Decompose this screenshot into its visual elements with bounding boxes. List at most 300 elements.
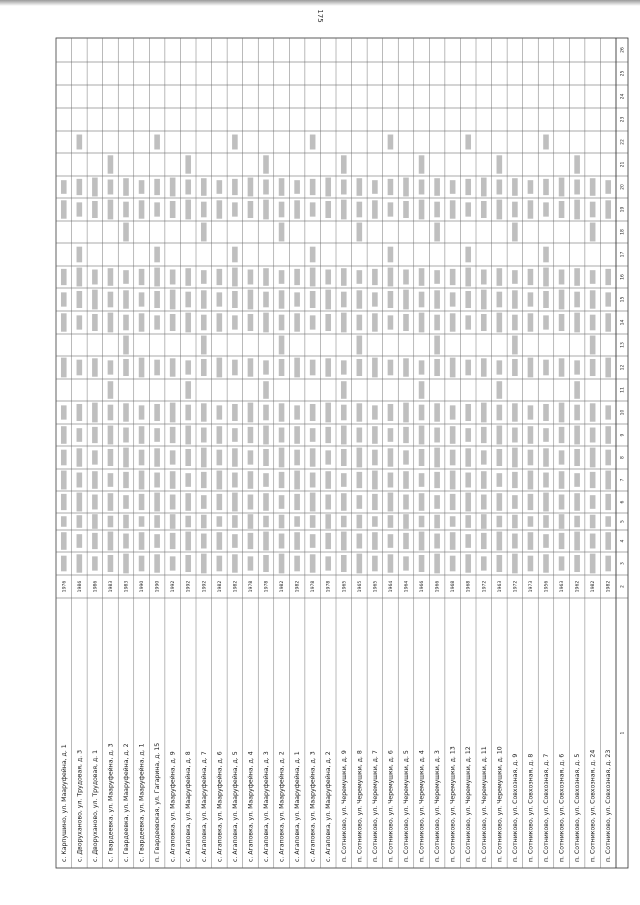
illegible-cell-value xyxy=(185,555,191,572)
illegible-cell-value xyxy=(403,450,409,464)
illegible-cell-value xyxy=(590,270,596,284)
illegible-cell-value xyxy=(92,314,98,331)
table-row xyxy=(106,581,114,862)
illegible-cell-value xyxy=(357,223,363,242)
illegible-cell-value xyxy=(512,178,518,196)
row-year: 1986 xyxy=(77,580,83,593)
illegible-cell-value xyxy=(263,360,269,374)
illegible-cell-value xyxy=(497,200,503,220)
illegible-cell-value xyxy=(217,313,223,331)
illegible-cell-value xyxy=(559,556,565,570)
illegible-cell-value xyxy=(61,471,67,490)
illegible-cell-value xyxy=(170,178,176,197)
row-address: п. Сотниково, ул. Черемушки, д. 11 xyxy=(480,746,488,862)
illegible-cell-value xyxy=(263,516,269,528)
illegible-cell-value xyxy=(170,495,176,510)
illegible-cell-value xyxy=(403,201,409,218)
illegible-cell-value xyxy=(279,336,285,355)
illegible-cell-value xyxy=(154,493,160,512)
illegible-cell-value xyxy=(481,471,487,489)
illegible-cell-value xyxy=(201,515,207,529)
illegible-cell-value xyxy=(357,270,363,284)
illegible-cell-value xyxy=(434,515,440,529)
illegible-cell-value xyxy=(372,180,378,194)
illegible-cell-value xyxy=(419,473,425,487)
row-year: 1956 xyxy=(544,580,550,593)
illegible-cell-value xyxy=(481,427,487,443)
illegible-cell-value xyxy=(605,450,611,466)
illegible-cell-value xyxy=(263,405,269,421)
illegible-cell-value xyxy=(543,473,549,488)
illegible-cell-value xyxy=(574,449,580,466)
illegible-cell-value xyxy=(185,532,191,551)
column-header-number: 25 xyxy=(620,70,626,77)
illegible-cell-value xyxy=(77,448,83,466)
illegible-cell-value xyxy=(154,360,160,376)
table-row xyxy=(372,581,379,862)
illegible-cell-value xyxy=(154,268,160,287)
column-header-number: 13 xyxy=(620,342,626,348)
illegible-cell-value xyxy=(528,556,534,572)
illegible-cell-value xyxy=(325,450,331,464)
illegible-cell-value xyxy=(294,292,300,306)
illegible-cell-value xyxy=(543,404,549,421)
illegible-cell-value xyxy=(512,472,518,488)
illegible-cell-value xyxy=(450,180,456,194)
illegible-cell-value xyxy=(357,554,363,574)
illegible-cell-value xyxy=(528,269,534,285)
row-year: 1968 xyxy=(466,580,472,593)
illegible-cell-value xyxy=(123,336,129,355)
row-address: п. Сотниково, ул. Совхозная, д. 7 xyxy=(543,753,550,862)
row-address: с. Агаповка, ул. Мааруфейна, д. 2 xyxy=(325,751,333,862)
table-row xyxy=(590,581,597,862)
illegible-cell-value xyxy=(388,202,394,216)
row-address: п. Сотниково, ул. Черемушки, д. 4 xyxy=(418,750,426,862)
illegible-cell-value xyxy=(372,313,378,331)
illegible-cell-value xyxy=(154,515,160,528)
illegible-cell-value xyxy=(497,268,503,286)
illegible-cell-value xyxy=(310,360,316,376)
column-header-number: 1 xyxy=(620,731,626,735)
illegible-cell-value xyxy=(512,495,518,509)
illegible-cell-value xyxy=(185,360,191,374)
illegible-cell-value xyxy=(574,292,580,308)
column-header-number: 18 xyxy=(620,229,626,235)
illegible-cell-value xyxy=(434,534,440,549)
illegible-cell-value xyxy=(465,448,471,466)
row-address: с. Агаповка, ул. Мааруфейна, д. 3 xyxy=(309,751,317,862)
illegible-cell-value xyxy=(497,360,503,374)
illegible-cell-value xyxy=(465,202,471,216)
illegible-cell-value xyxy=(123,270,129,284)
illegible-cell-value xyxy=(543,448,549,466)
row-year: 1966 xyxy=(420,580,426,593)
illegible-cell-value xyxy=(61,313,67,331)
illegible-cell-value xyxy=(170,427,176,443)
illegible-cell-value xyxy=(434,336,440,355)
row-year: 1992 xyxy=(202,580,208,593)
illegible-cell-value xyxy=(388,315,394,329)
illegible-cell-value xyxy=(232,291,238,308)
illegible-cell-value xyxy=(248,314,254,331)
illegible-cell-value xyxy=(154,179,160,195)
illegible-cell-value xyxy=(590,515,596,529)
illegible-cell-value xyxy=(497,405,503,421)
illegible-cell-value xyxy=(512,202,518,218)
illegible-cell-value xyxy=(61,426,67,444)
illegible-cell-value xyxy=(92,270,98,285)
row-address: п. Сотниково, ул. Совхозная, д. 8 xyxy=(527,753,535,862)
illegible-cell-value xyxy=(481,178,487,197)
illegible-cell-value xyxy=(139,556,145,572)
illegible-cell-value xyxy=(512,336,518,355)
illegible-cell-value xyxy=(139,313,145,331)
illegible-cell-value xyxy=(139,450,145,466)
illegible-cell-value xyxy=(450,516,456,527)
illegible-cell-value xyxy=(154,534,160,548)
illegible-cell-value xyxy=(388,534,394,548)
illegible-cell-value xyxy=(325,427,331,443)
table-row xyxy=(76,581,83,862)
illegible-cell-value xyxy=(217,450,223,466)
table-row xyxy=(356,581,363,862)
illegible-cell-value xyxy=(201,315,207,331)
illegible-cell-value xyxy=(185,180,191,195)
illegible-cell-value xyxy=(450,405,456,419)
column-header-number: 9 xyxy=(620,433,626,437)
illegible-cell-value xyxy=(512,428,518,443)
illegible-cell-value xyxy=(108,555,114,572)
row-year: 1966 xyxy=(435,580,441,593)
illegible-cell-value xyxy=(543,315,549,329)
illegible-cell-value xyxy=(92,495,98,510)
column-header-number: 2 xyxy=(620,585,626,588)
row-year: 1978 xyxy=(326,580,332,593)
illegible-cell-value xyxy=(139,426,145,444)
table-row xyxy=(215,581,223,862)
table-row xyxy=(60,581,68,862)
illegible-cell-value xyxy=(403,533,409,549)
illegible-cell-value xyxy=(325,178,331,197)
illegible-cell-value xyxy=(77,404,83,421)
illegible-cell-value xyxy=(388,448,394,466)
illegible-cell-value xyxy=(512,315,518,331)
column-header-number: 19 xyxy=(620,206,626,213)
illegible-cell-value xyxy=(61,358,67,378)
illegible-cell-value xyxy=(590,403,596,421)
illegible-cell-value xyxy=(294,358,300,378)
row-year: 1973 xyxy=(528,580,534,593)
illegible-cell-value xyxy=(217,180,223,194)
table-row xyxy=(262,581,270,862)
illegible-cell-value xyxy=(310,268,316,287)
illegible-cell-value xyxy=(279,515,285,529)
row-year: 1982 xyxy=(280,580,286,593)
illegible-cell-value xyxy=(341,155,347,173)
illegible-cell-value xyxy=(263,555,269,572)
illegible-cell-value xyxy=(497,180,503,195)
illegible-cell-value xyxy=(170,201,176,218)
illegible-cell-value xyxy=(139,180,145,194)
column-header-number: 26 xyxy=(620,47,626,53)
illegible-cell-value xyxy=(434,403,440,421)
illegible-cell-value xyxy=(108,360,114,374)
illegible-cell-value xyxy=(512,290,518,308)
illegible-cell-value xyxy=(123,403,129,421)
illegible-cell-value xyxy=(248,556,254,570)
column-header-number: 24 xyxy=(620,93,626,100)
illegible-cell-value xyxy=(403,290,409,310)
illegible-cell-value xyxy=(528,494,534,510)
table-row xyxy=(527,581,534,862)
illegible-cell-value xyxy=(232,448,238,466)
illegible-cell-value xyxy=(341,268,347,286)
illegible-cell-value xyxy=(481,533,487,549)
illegible-cell-value xyxy=(201,178,207,196)
illegible-cell-value xyxy=(512,515,518,529)
illegible-cell-value xyxy=(512,534,518,549)
illegible-cell-value xyxy=(465,515,471,528)
illegible-cell-value xyxy=(434,290,440,308)
illegible-cell-value xyxy=(512,359,518,376)
row-address: п. Сотниково, ул. Черемушки, д. 5 xyxy=(403,750,410,862)
illegible-cell-value xyxy=(559,290,565,310)
illegible-cell-value xyxy=(590,315,596,331)
illegible-cell-value xyxy=(154,404,160,421)
illegible-cell-value xyxy=(497,313,503,333)
illegible-cell-value xyxy=(61,516,67,527)
illegible-cell-value xyxy=(543,247,549,263)
illegible-cell-value xyxy=(294,313,300,331)
illegible-cell-value xyxy=(419,426,425,445)
illegible-cell-value xyxy=(388,554,394,572)
illegible-cell-value xyxy=(123,534,129,549)
illegible-cell-value xyxy=(574,532,580,551)
illegible-cell-value xyxy=(61,269,67,285)
illegible-cell-value xyxy=(310,515,316,528)
illegible-cell-value xyxy=(123,359,129,376)
illegible-cell-value xyxy=(201,336,207,355)
illegible-cell-value xyxy=(403,403,409,423)
illegible-cell-value xyxy=(590,202,596,218)
illegible-cell-value xyxy=(77,268,83,287)
illegible-cell-value xyxy=(77,493,83,512)
illegible-cell-value xyxy=(341,532,347,551)
illegible-cell-value xyxy=(419,493,425,511)
row-year: 1972 xyxy=(513,580,519,593)
illegible-cell-value xyxy=(419,268,425,286)
illegible-cell-value xyxy=(497,292,503,308)
illegible-cell-value xyxy=(528,180,534,194)
illegible-cell-value xyxy=(61,200,67,218)
illegible-cell-value xyxy=(310,179,316,195)
illegible-cell-value xyxy=(61,405,67,419)
illegible-cell-value xyxy=(294,516,300,527)
row-address: с. Дворуханово, ул. Трудовая, д. 3 xyxy=(76,749,84,862)
row-year: 1982 xyxy=(217,580,223,593)
row-address: п. Сотниково, ул. Совхозная, д. 5 xyxy=(574,753,582,862)
illegible-cell-value xyxy=(92,403,98,423)
illegible-cell-value xyxy=(77,515,83,528)
illegible-cell-value xyxy=(574,555,580,572)
illegible-cell-value xyxy=(154,202,160,216)
illegible-cell-value xyxy=(403,358,409,376)
row-year: 1982 xyxy=(295,580,301,593)
illegible-cell-value xyxy=(559,358,565,376)
illegible-cell-value xyxy=(388,360,394,376)
illegible-cell-value xyxy=(185,381,191,399)
table-row xyxy=(184,581,192,862)
illegible-cell-value xyxy=(574,516,580,528)
illegible-cell-value xyxy=(185,268,191,286)
illegible-cell-value xyxy=(574,180,580,195)
illegible-cell-value xyxy=(248,290,254,310)
illegible-cell-value xyxy=(263,313,269,333)
column-header-number: 17 xyxy=(620,251,626,258)
illegible-cell-value xyxy=(154,473,160,488)
illegible-cell-value xyxy=(481,450,487,464)
illegible-cell-value xyxy=(357,472,363,488)
illegible-cell-value xyxy=(574,473,580,487)
illegible-cell-value xyxy=(341,180,347,195)
illegible-cell-value xyxy=(419,180,425,195)
illegible-cell-value xyxy=(185,155,191,173)
illegible-cell-value xyxy=(217,516,223,527)
illegible-cell-value xyxy=(528,200,534,218)
illegible-cell-value xyxy=(201,223,207,242)
row-year: 1978 xyxy=(264,580,270,593)
illegible-cell-value xyxy=(434,202,440,218)
table-row xyxy=(559,581,566,862)
illegible-cell-value xyxy=(108,516,114,528)
illegible-cell-value xyxy=(341,381,347,399)
illegible-cell-value xyxy=(92,450,98,464)
illegible-cell-value xyxy=(279,223,285,242)
illegible-cell-value xyxy=(574,313,580,333)
illegible-cell-value xyxy=(170,514,176,529)
table-row xyxy=(403,581,410,862)
column-header-number: 20 xyxy=(620,184,626,190)
illegible-cell-value xyxy=(528,313,534,331)
illegible-cell-value xyxy=(201,290,207,308)
illegible-cell-value xyxy=(403,314,409,331)
table-row xyxy=(605,581,612,862)
illegible-cell-value xyxy=(481,314,487,331)
illegible-cell-value xyxy=(263,426,269,445)
illegible-cell-value xyxy=(372,426,378,444)
illegible-cell-value xyxy=(357,534,363,549)
illegible-cell-value xyxy=(139,358,145,378)
illegible-cell-value xyxy=(543,135,549,150)
illegible-cell-value xyxy=(341,313,347,333)
illegible-cell-value xyxy=(108,268,114,286)
column-header-number: 8 xyxy=(620,456,626,459)
table-row xyxy=(122,581,130,862)
illegible-cell-value xyxy=(372,200,378,218)
illegible-cell-value xyxy=(450,200,456,218)
row-address: п. Сотниково, ул. Совхозная, д. 24 xyxy=(589,749,597,862)
illegible-cell-value xyxy=(605,516,611,527)
illegible-cell-value xyxy=(310,315,316,329)
illegible-cell-value xyxy=(201,428,207,443)
illegible-cell-value xyxy=(92,471,98,489)
illegible-cell-value xyxy=(92,290,98,310)
row-address: с. Агаповка, ул. Мааруфейна, д. 4 xyxy=(247,751,255,862)
illegible-cell-value xyxy=(310,534,316,548)
illegible-cell-value xyxy=(108,292,114,308)
illegible-cell-value xyxy=(403,427,409,443)
illegible-cell-value xyxy=(248,270,254,285)
illegible-cell-value xyxy=(279,403,285,421)
illegible-cell-value xyxy=(310,202,316,216)
illegible-cell-value xyxy=(139,516,145,527)
illegible-cell-value xyxy=(434,495,440,509)
illegible-cell-value xyxy=(217,494,223,510)
illegible-cell-value xyxy=(590,290,596,308)
illegible-cell-value xyxy=(465,473,471,488)
illegible-cell-value xyxy=(357,315,363,331)
table-header-row xyxy=(620,47,626,734)
illegible-cell-value xyxy=(92,178,98,197)
illegible-cell-value xyxy=(325,314,331,331)
table-row xyxy=(450,581,457,862)
illegible-cell-value xyxy=(605,556,611,572)
column-header-number: 15 xyxy=(620,296,626,303)
illegible-cell-value xyxy=(372,358,378,378)
illegible-cell-value xyxy=(263,532,269,551)
illegible-cell-value xyxy=(357,178,363,196)
row-address: п. Сотниково, ул. Совхозная, д. 23 xyxy=(605,749,613,862)
illegible-cell-value xyxy=(512,448,518,468)
illegible-cell-value xyxy=(357,403,363,421)
illegible-cell-value xyxy=(497,516,503,528)
illegible-cell-value xyxy=(465,291,471,308)
illegible-cell-value xyxy=(388,493,394,512)
illegible-cell-value xyxy=(512,223,518,242)
table-row xyxy=(341,581,348,862)
illegible-cell-value xyxy=(294,200,300,218)
illegible-cell-value xyxy=(92,533,98,549)
illegible-cell-value xyxy=(61,180,67,194)
illegible-cell-value xyxy=(154,247,160,263)
illegible-cell-value xyxy=(434,223,440,242)
row-address: п. Сотниково, ул. Черемушки, д. 12 xyxy=(465,746,473,862)
illegible-cell-value xyxy=(559,403,565,423)
illegible-cell-value xyxy=(139,405,145,419)
illegible-cell-value xyxy=(294,532,300,550)
illegible-cell-value xyxy=(185,473,191,487)
illegible-cell-value xyxy=(61,450,67,466)
illegible-cell-value xyxy=(497,381,503,399)
illegible-cell-value xyxy=(217,200,223,218)
illegible-cell-value xyxy=(434,472,440,488)
illegible-cell-value xyxy=(590,178,596,196)
illegible-cell-value xyxy=(77,135,83,150)
illegible-cell-value xyxy=(341,555,347,572)
illegible-cell-value xyxy=(481,270,487,285)
table-row xyxy=(481,581,488,862)
illegible-cell-value xyxy=(108,473,114,487)
illegible-cell-value xyxy=(559,533,565,549)
illegible-cell-value xyxy=(574,426,580,445)
column-header-number: 12 xyxy=(620,364,626,371)
row-address: п. Сотниково, ул. Совхозная, д. 6 xyxy=(558,753,566,862)
illegible-cell-value xyxy=(201,359,207,376)
illegible-cell-value xyxy=(481,403,487,423)
illegible-cell-value xyxy=(512,403,518,421)
illegible-cell-value xyxy=(185,449,191,466)
